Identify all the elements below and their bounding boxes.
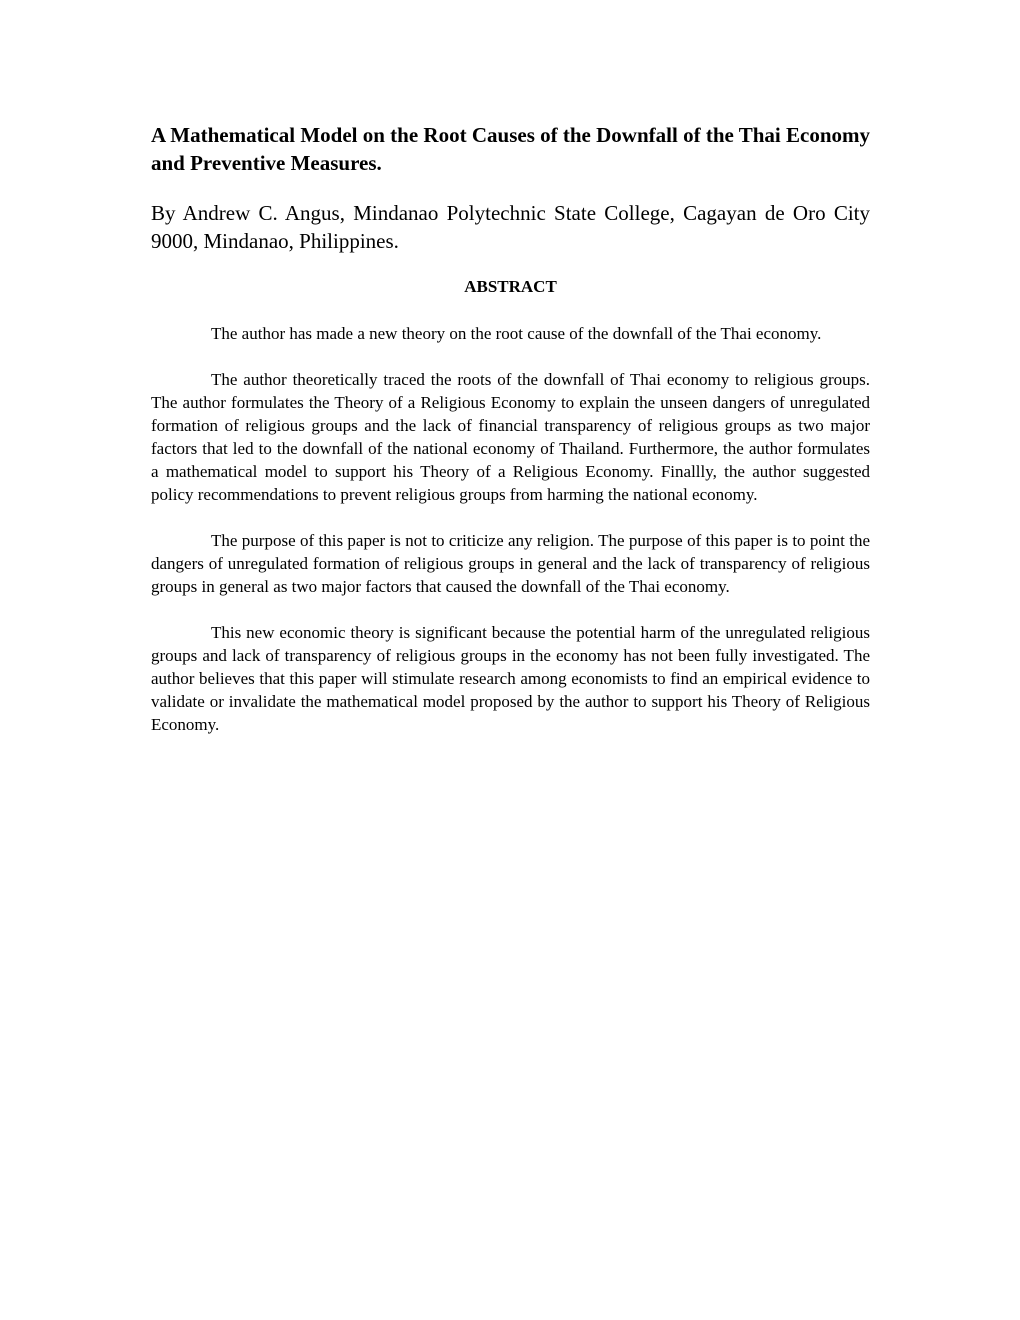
abstract-paragraph: The author has made a new theory on the root cause of the downfall of the Thai economy. bbox=[211, 324, 822, 343]
abstract-paragraph: This new economic theory is significant because the potential harm of the unregulated religious groups and lack of transparency of religious groups in the economy has not been fully investigated. The author believes that this paper will stimulate research among economists to find an empirical evidence to validate or invalidate the mathematical model proposed by the author to support his Theory of Religious Economy. bbox=[151, 623, 870, 734]
abstract-heading: ABSTRACT bbox=[464, 277, 557, 296]
abstract-paragraph: The purpose of this paper is not to criticize any religion. The purpose of this paper is to point the dangers of unregulated formation of religious groups in general and the lack of transparency of religious groups in general as two major factors that caused the downfall of the Thai economy. bbox=[151, 531, 870, 596]
paper-title: A Mathematical Model on the Root Causes of the Downfall of the Thai Economy and Preventive Measures. bbox=[151, 123, 870, 175]
document-page bbox=[151, 121, 870, 736]
author-byline: By Andrew C. Angus, Mindanao Polytechnic State College, Cagayan de Oro City 9000, Mindanao, Philippines. bbox=[151, 201, 870, 253]
abstract-paragraph: The author theoretically traced the roots of the downfall of Thai economy to religious groups. The author formulates the Theory of a Religious Economy to explain the unseen dangers of unregulated formation of religious groups and the lack of financial transparency of religious groups as two major factors that led to the downfall of the national economy of Thailand. Furthermore, the author formulates a mathematical model to support his Theory of a Religious Economy. Finallly, the author suggested policy recommendations to prevent religious groups from harming the national economy. bbox=[151, 370, 870, 504]
